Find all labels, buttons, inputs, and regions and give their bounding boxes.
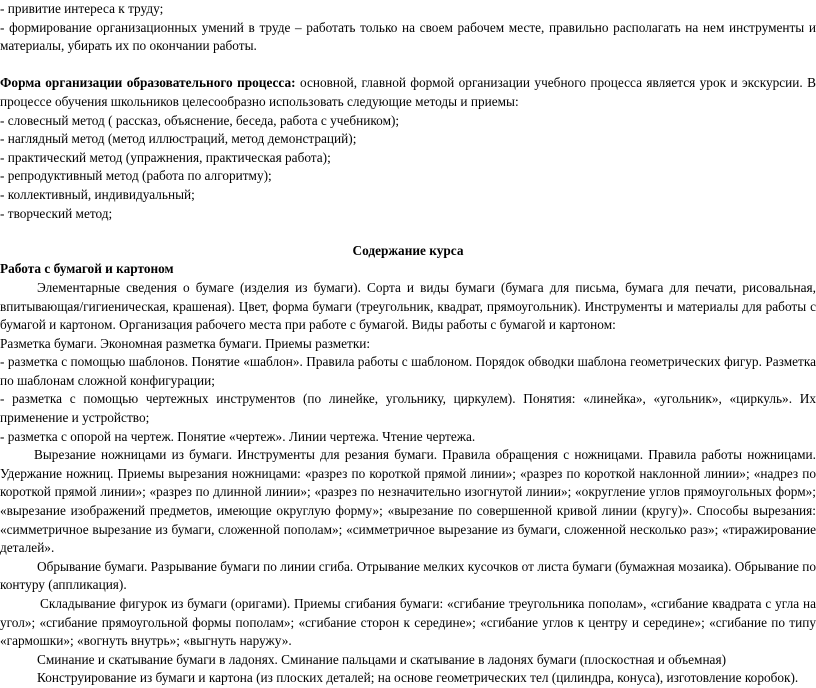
form-text: основной, главной формой организации учебного процесса является урок и экскурсии. В процессе обучения школьников целесообразно использовать следующие методы и приемы: xyxy=(0,75,816,109)
method-item: - коллективный, индивидуальный; xyxy=(0,186,195,202)
spacer xyxy=(0,223,816,242)
cutting-paragraph: Вырезание ножницами из бумаги. Инструменты для резания бумаги. Правила обращения с ножницами. Правила работы ножницами. Удержание ножниц. Приемы вырезания ножницами: «разрез по короткой прямой линии»; «разрез по короткой наклонной линии»; «надрез по короткой прямой линии»; «разрез по длинной линии»; «разрез по незначительно изогнутой линии»; «округление углов прямоугольных форм»; «вырезание изображений предметов, имеющие округлую форму»; «вырезание по совершенной кривой линии (кругу)». Способы вырезания: «симметричное вырезание из бумаги, сложенной пополам»; «симметричное вырезание из бумаги, сложенной несколько раз»; «тиражирование деталей». xyxy=(0,447,816,556)
method-item: - наглядный метод (метод иллюстраций, метод демонстраций); xyxy=(0,131,357,147)
form-heading: Форма организации образовательного процесса: xyxy=(0,75,296,91)
intro-line-skills: - формирование организационных умений в труде – работать только на своем рабочем месте, правильно располагать на нем инструменты и материалы, убирать их по окончании работы. xyxy=(0,19,816,54)
method-item: - творческий метод; xyxy=(0,205,113,221)
form-paragraph xyxy=(0,74,816,111)
method-item: - практический метод (упражнения, практическая работа); xyxy=(0,149,331,165)
intro-line-interest: - привитие интереса к труду; xyxy=(0,1,164,16)
spacer xyxy=(0,56,816,75)
course-title: Содержание курса xyxy=(352,242,464,258)
section-heading: Работа с бумагой и картоном xyxy=(0,261,174,277)
origami-paragraph: Складывание фигурок из бумаги (оригами). Приемы сгибания бумаги: «сгибание треугольника пополам», «сгибание квадрата с угла на угол»; «сгибание прямоугольной формы пополам»; «сгибание сторон к середине»; «сгибание углов к центру и середине»; «сгибание по типу «гармошки»; «вогнуть внутрь»; «выгнуть наружу». xyxy=(0,596,816,649)
template-marking-paragraph: - разметка с помощью шаблонов. Понятие «шаблон». Правила работы с шаблоном. Порядок обводки шаблона геометрических фигур. Разметка по шаблонам сложной конфигурации; xyxy=(0,354,816,388)
marking-paragraph: Разметка бумаги. Экономная разметка бумаги. Приемы разметки: xyxy=(0,335,371,351)
method-item: - репродуктивный метод (работа по алгоритму); xyxy=(0,168,272,184)
drawing-marking-paragraph: - разметка с опорой на чертеж. Понятие «чертеж». Линии чертежа. Чтение чертежа. xyxy=(0,428,476,444)
tools-marking-paragraph: - разметка с помощью чертежных инструментов (по линейке, угольнику, циркулем). Понятия: «линейка», «угольник», «циркуль». Их применение и устройство; xyxy=(0,391,816,426)
tearing-paragraph: Обрывание бумаги. Разрывание бумаги по линии сгиба. Отрывание мелких кусочков от листа бумаги (бумажная мозаика). Обрывание по контуру (аппликация). xyxy=(0,558,816,593)
construction-paragraph: Конструирование из бумаги и картона (из плоских деталей; на основе геометрических тел (цилиндра, конуса), изготовление коробок). xyxy=(37,670,799,686)
paper-info-paragraph: Элементарные сведения о бумаге (изделия из бумаги). Сорта и виды бумаги (бумага для письма, бумага для печати, рисовальная, впитывающая/гигиеническая, крашеная). Цвет, форма бумаги (треугольник, квадрат, прямоугольник). Инструменты и материалы для работы с бумагой и картоном. Организация рабочего места при работе с бумагой. Виды работы с бумагой и картоном: xyxy=(0,279,816,333)
method-item: - словесный метод ( рассказ, объяснение, беседа, работа с учебником); xyxy=(0,112,400,128)
crumpling-paragraph: Сминание и скатывание бумаги в ладонях. Сминание пальцами и скатывание в ладонях бумаги (плоскостная и объемная) xyxy=(37,651,727,667)
